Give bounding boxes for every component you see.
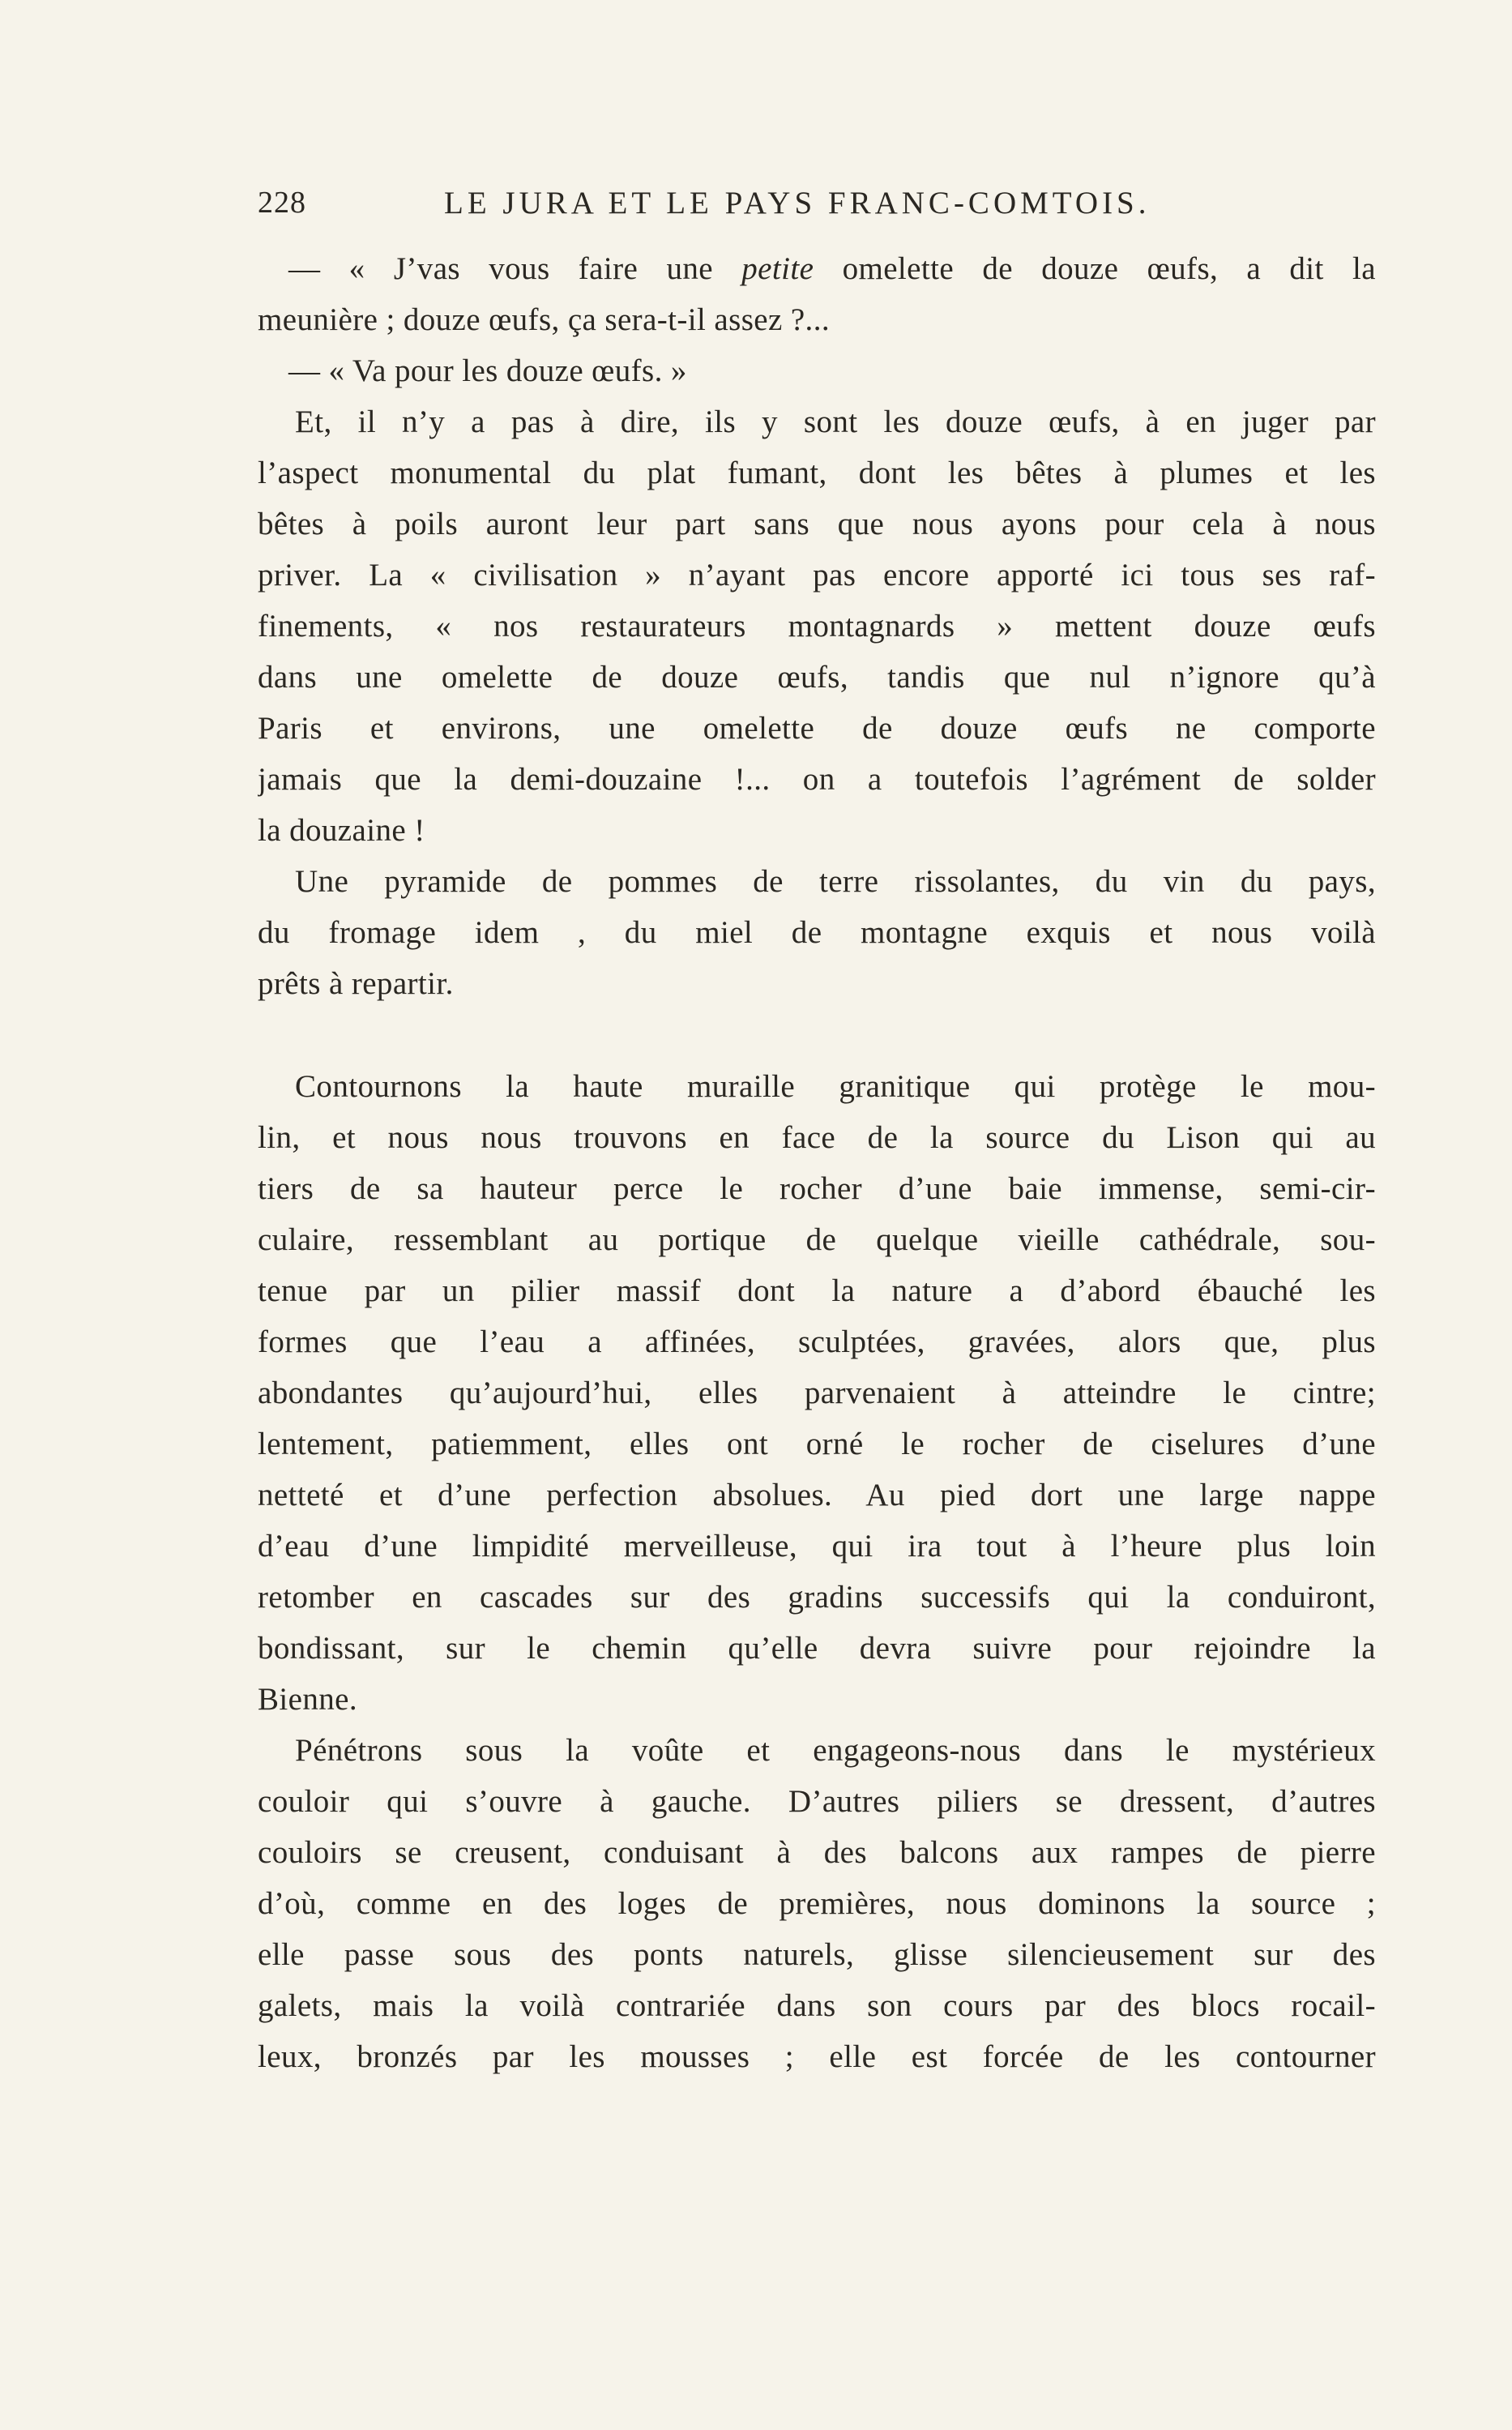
text-line: galets, mais la voilà contrariée dans son cours par des blocs rocail-	[258, 1988, 1376, 2023]
text-line: elle passe sous des ponts naturels, glisse silencieusement sur des	[258, 1937, 1376, 1972]
text-line: — « Va pour les douze œufs. »	[288, 353, 687, 388]
text-line: Et, il n’y a pas à dire, ils y sont les douze œufs, à en juger par	[295, 404, 1376, 439]
page-number: 228	[258, 186, 306, 220]
page-header	[258, 185, 1376, 233]
text-line: finements, « nos restaurateurs montagnards » mettent douze œufs	[258, 609, 1376, 644]
paragraph-gap	[258, 1009, 1376, 1061]
text-line: d’eau d’une limpidité merveilleuse, qui ira tout à l’heure plus loin	[258, 1529, 1376, 1564]
text-line: retomber en cascades sur des gradins successifs qui la conduiront,	[258, 1580, 1376, 1615]
text-line: Bienne.	[258, 1682, 358, 1717]
text-line: couloirs se creusent, conduisant à des balcons aux rampes de pierre	[258, 1835, 1376, 1870]
body-text	[258, 243, 1376, 2082]
text-line: l’aspect monumental du plat fumant, dont les bêtes à plumes et les	[258, 456, 1376, 490]
text-line	[258, 243, 1376, 294]
text-line: la douzaine !	[258, 813, 425, 848]
text-line: lin, et nous nous trouvons en face de la source du Lison qui au	[258, 1120, 1376, 1155]
text-line: meunière ; douze œufs, ça sera-t-il assez ?...	[258, 302, 831, 337]
text-line: Une pyramide de pommes de terre rissolantes, du vin du pays,	[295, 864, 1376, 899]
text-line: priver. La « civilisation » n’ayant pas encore apporté ici tous ses raf-	[258, 558, 1376, 593]
text-line: lentement, patiemment, elles ont orné le rocher de ciselures d’une	[258, 1427, 1376, 1461]
text-line: tiers de sa hauteur perce le rocher d’une baie immense, semi-cir-	[258, 1171, 1376, 1206]
text-line: formes que l’eau a affinées, sculptées, gravées, alors que, plus	[258, 1324, 1376, 1359]
text-line: Contournons la haute muraille granitique qui protège le mou-	[295, 1069, 1376, 1104]
text-line: jamais que la demi-douzaine !... on a toutefois l’agrément de solder	[258, 762, 1376, 797]
text-line: prêts à repartir.	[258, 966, 454, 1001]
text-line: netteté et d’une perfection absolues. Au pied dort une large nappe	[258, 1478, 1376, 1512]
text-line: du fromage idem , du miel de montagne exquis et nous voilà	[258, 915, 1376, 950]
text-line: bêtes à poils auront leur part sans que nous ayons pour cela à nous	[258, 507, 1376, 541]
text-line: dans une omelette de douze œufs, tandis que nul n’ignore qu’à	[258, 660, 1376, 695]
text-line: Pénétrons sous la voûte et engageons-nous dans le mystérieux	[295, 1733, 1376, 1768]
text-line: Paris et environs, une omelette de douze œufs ne comporte	[258, 711, 1376, 746]
italic-word: petite	[741, 251, 814, 286]
text-line: leux, bronzés par les mousses ; elle est forcée de les contourner	[258, 2039, 1376, 2074]
text-line: abondantes qu’aujourd’hui, elles parvenaient à atteindre le cintre;	[258, 1375, 1376, 1410]
text-segment: omelette de douze œufs, a dit la	[814, 251, 1376, 286]
text-line: culaire, ressemblant au portique de quelque vieille cathédrale, sou-	[258, 1222, 1376, 1257]
text-segment: — « J’vas vous faire une	[288, 251, 742, 286]
text-line: bondissant, sur le chemin qu’elle devra suivre pour rejoindre la	[258, 1631, 1376, 1666]
running-title: LE JURA ET LE PAYS FRANC-COMTOIS.	[444, 186, 1151, 220]
text-line: tenue par un pilier massif dont la nature a d’abord ébauché les	[258, 1273, 1376, 1308]
text-line: d’où, comme en des loges de premières, nous dominons la source ;	[258, 1886, 1376, 1921]
text-line: couloir qui s’ouvre à gauche. D’autres piliers se dressent, d’autres	[258, 1784, 1376, 1819]
